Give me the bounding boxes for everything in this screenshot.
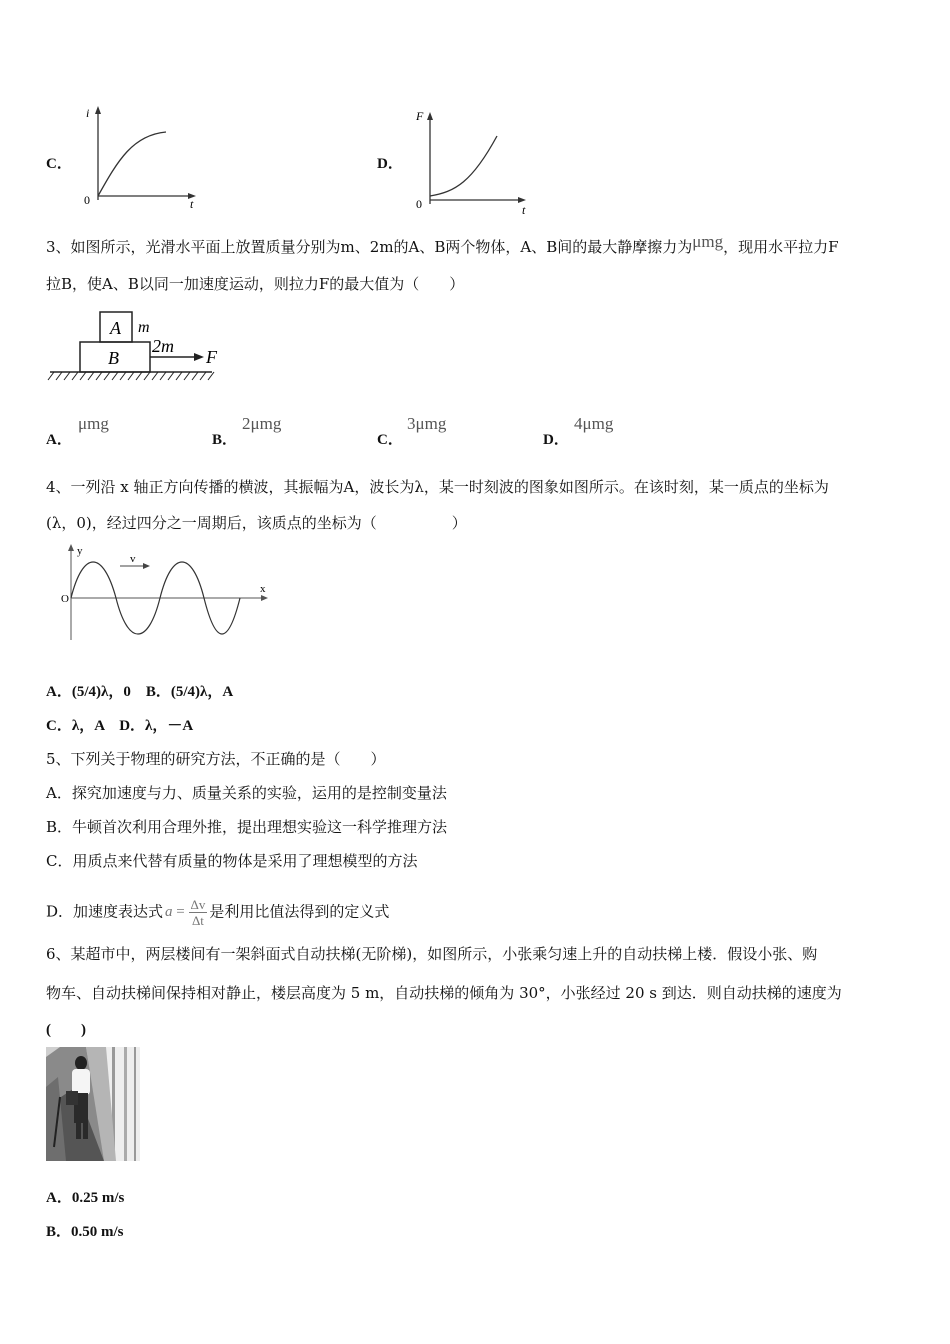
q2-graph-c [78, 100, 200, 212]
q2-graph-d-x-label: t [522, 203, 526, 216]
q3-figure [46, 308, 226, 384]
q2-graph-d [410, 102, 534, 216]
q6-stem-line-2: 物车、自动扶梯间保持相对静止，楼层高度为 5 m，自动扶梯的倾角为 30°，小张经过 20 s 到达．则自动扶梯的速度为 [46, 984, 842, 1002]
q3-mass-b-label: 2m [152, 336, 174, 356]
q3-force-label: F [206, 347, 217, 367]
q3-option-a-value: μmg [78, 414, 109, 433]
q5-option-a: A．探究加速度与力、质量关系的实验，运用的是控制变量法 [46, 784, 447, 802]
q4-origin-label: O [61, 593, 69, 605]
q3-option-d-value: 4μmg [574, 414, 614, 433]
q2-graph-d-origin: 0 [416, 197, 422, 211]
q3-option-c-value: 3μmg [407, 414, 447, 433]
q5-option-c: C．用质点来代替有质量的物体是采用了理想模型的方法 [46, 852, 418, 870]
q4-stem-line-1: 4、一列沿 x 轴正方向传播的横波，其振幅为A，波长为λ，某一时刻波的图象如图所示。在该时刻，某一质点的坐标为 [46, 478, 829, 496]
escalator-photo [46, 1047, 140, 1161]
q2-graph-c-origin: 0 [84, 193, 90, 207]
q4-stem-line-2: (λ，0)，经过四分之一周期后，该质点的坐标为（ ） [46, 514, 467, 532]
q2-option-c-label: C． [46, 156, 72, 172]
q2-graph-c-x-label: t [190, 197, 194, 211]
q3-option-d-label: D． [543, 432, 569, 448]
q3-stem-line-2: 拉B，使A、B以同一加速度运动，则拉力F的最大值为（ ） [46, 275, 465, 293]
q6-option-a: A．0.25 m/s [46, 1190, 125, 1206]
q4-velocity-label: v [130, 553, 136, 565]
q3-stem-line-1: 3、如图所示，光滑水平面上放置质量分别为m、2m的A、B两个物体，A、B间的最大静摩擦力为μmg，现用水平拉力F [46, 232, 839, 256]
q3-option-b-value: 2μmg [242, 414, 282, 433]
q3-block-b-label: B [108, 348, 119, 368]
q3-option-c-label: C． [377, 432, 403, 448]
q3-block-a-label: A [110, 318, 121, 338]
q6-option-b: B．0.50 m/s [46, 1224, 124, 1240]
q3-option-a-label: A． [46, 432, 72, 448]
q4-options-line-2: C．λ，A D．λ，－A [46, 718, 194, 734]
q6-stem-line-1: 6、某超市中，两层楼间有一架斜面式自动扶梯(无阶梯)，如图所示，小张乘匀速上升的自动扶梯上楼．假设小张、购 [46, 945, 818, 963]
q2-option-d-label: D． [377, 156, 403, 172]
q4-options-line-1: A．(5/4)λ，0 B．(5/4)λ，A [46, 684, 234, 700]
q5-formula: a = $\frac{\Delta v}{\Delta t}$ [165, 897, 206, 928]
q2-graph-d-y-label: F [416, 109, 424, 123]
q4-x-axis-label: x [260, 583, 266, 595]
q5-stem: 5、下列关于物理的研究方法，不正确的是（ ） [46, 750, 386, 768]
q4-wave-figure [58, 540, 272, 644]
q5-option-b: B．牛顿首次利用合理外推，提出理想实验这一科学推理方法 [46, 818, 448, 836]
q2-graph-c-y-label: i [86, 106, 90, 120]
q5-option-d: D．加速度表达式 a = $\frac{\Delta v}{\Delta t}$ 是利用比值法得到的定义式 [46, 897, 390, 928]
q3-stem-mu: μmg [692, 232, 724, 251]
q4-y-axis-label: y [77, 545, 83, 557]
q3-option-b-label: B． [212, 432, 238, 448]
q6-stem-line-3: ( ) [46, 1022, 86, 1038]
q3-mass-a-label: m [138, 319, 150, 336]
